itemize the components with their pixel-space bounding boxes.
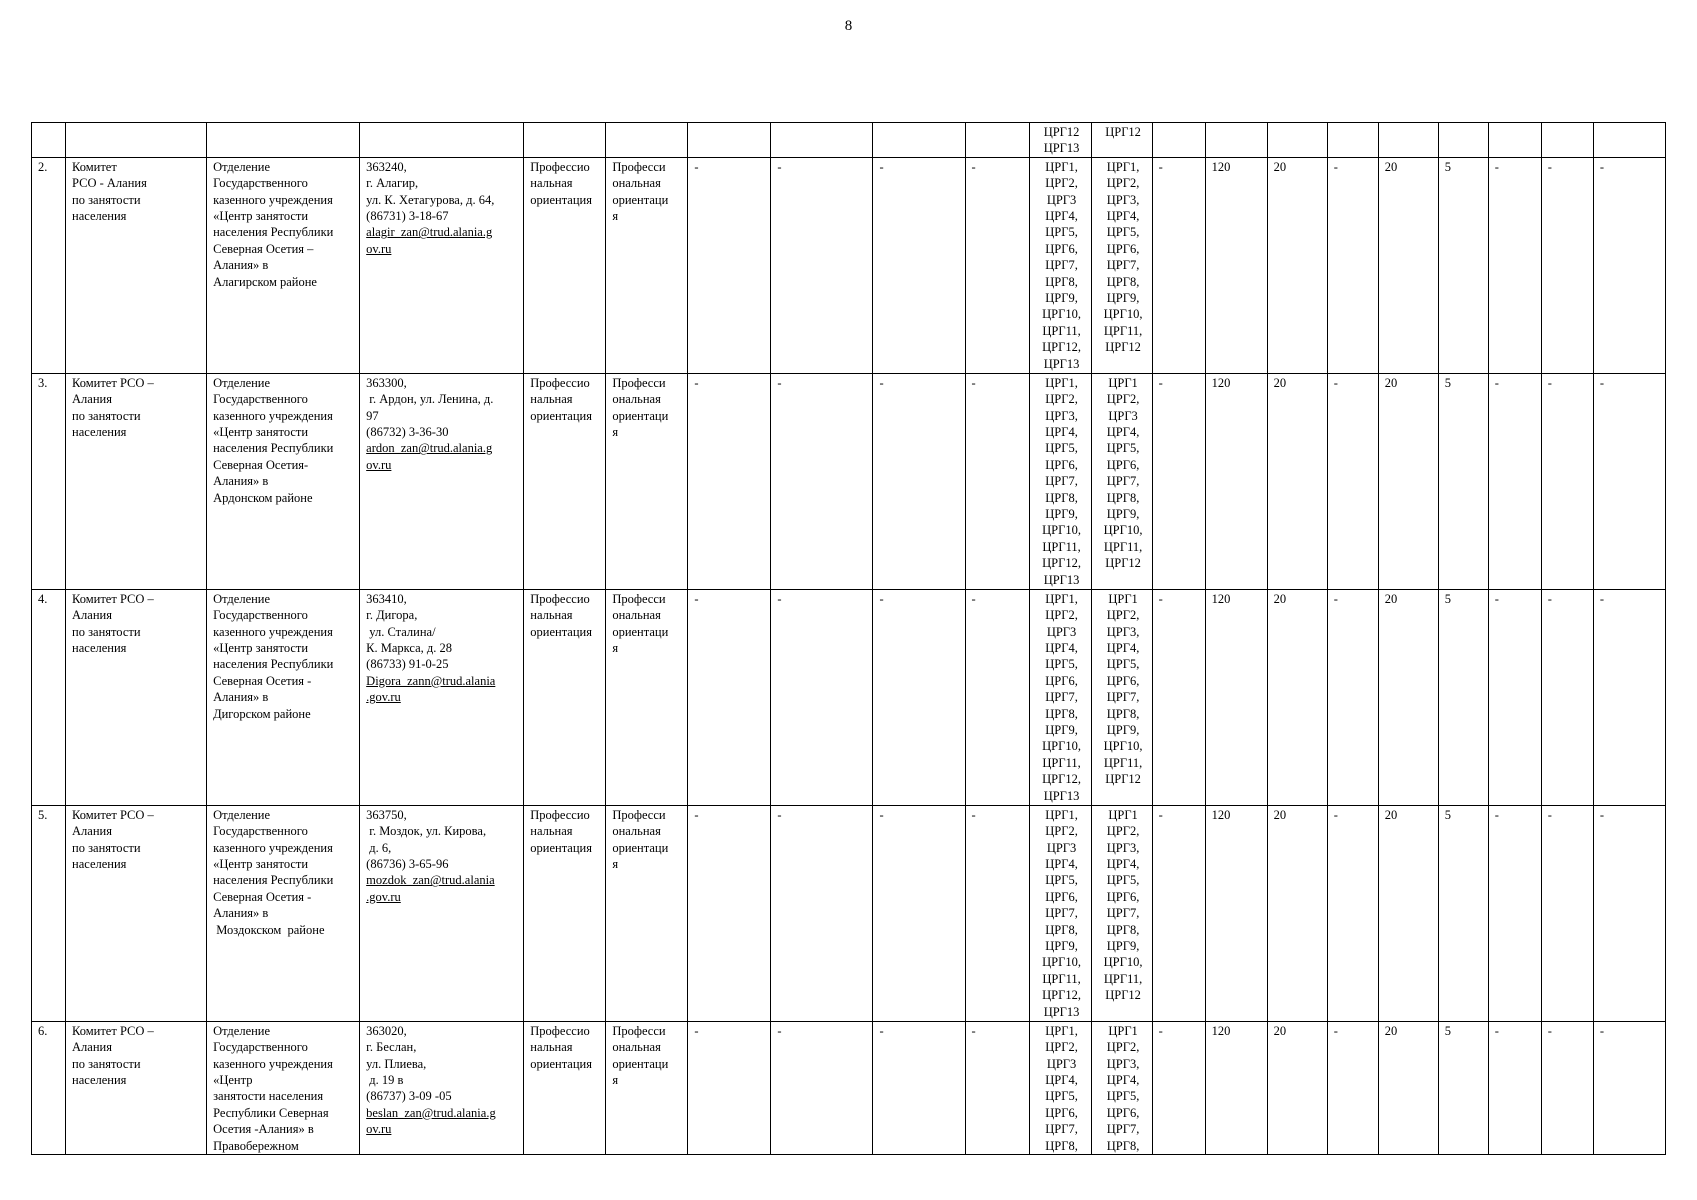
value-d4: - xyxy=(965,589,1029,805)
value-d4: - xyxy=(965,157,1029,373)
crg-list-a: ЦРГ12 ЦРГ13 xyxy=(1029,123,1091,158)
value-d3: - xyxy=(873,1021,965,1154)
value-v1: - xyxy=(1152,805,1205,1021)
value-v7: - xyxy=(1488,157,1541,373)
value-v4: - xyxy=(1327,373,1378,589)
crg-list-b: ЦРГ1 ЦРГ2, ЦРГ3 ЦРГ4, ЦРГ5, ЦРГ6, ЦРГ7, ЦРГ8, ЦРГ9, ЦРГ10, ЦРГ11, ЦРГ12 xyxy=(1091,373,1152,589)
crg-list-a: ЦРГ1, ЦРГ2, ЦРГ3 ЦРГ4, ЦРГ5, ЦРГ6, ЦРГ7, ЦРГ8, ЦРГ9, ЦРГ10, ЦРГ11, ЦРГ12, ЦРГ13 xyxy=(1029,805,1091,1021)
value-v2: 120 xyxy=(1205,157,1267,373)
value-v9: - xyxy=(1593,373,1665,589)
table-row xyxy=(32,373,1666,589)
value-v6: 5 xyxy=(1438,373,1488,589)
email-link[interactable]: mozdok_zan@trud.alania xyxy=(366,873,495,888)
service-form: Професси ональная ориентаци я xyxy=(606,805,688,1021)
email-link[interactable]: ov.ru xyxy=(366,457,392,472)
value-v6: 5 xyxy=(1438,805,1488,1021)
value-v2: 120 xyxy=(1205,589,1267,805)
value-v8: - xyxy=(1541,157,1593,373)
value-d4: - xyxy=(965,805,1029,1021)
value-v5: 20 xyxy=(1378,157,1438,373)
value-v9: - xyxy=(1593,589,1665,805)
value-v8: - xyxy=(1541,589,1593,805)
crg-list-a: ЦРГ1, ЦРГ2, ЦРГ3, ЦРГ4, ЦРГ5, ЦРГ6, ЦРГ7, ЦРГ8, ЦРГ9, ЦРГ10, ЦРГ11, ЦРГ12, ЦРГ13 xyxy=(1029,373,1091,589)
value-d2: - xyxy=(771,589,873,805)
value-d2: - xyxy=(771,373,873,589)
committee-name: Комитет РСО – Алания по занятости населения xyxy=(66,589,207,805)
service-type: Профессио нальная ориентация xyxy=(524,373,606,589)
value-v5: 20 xyxy=(1378,373,1438,589)
value-d2: - xyxy=(771,157,873,373)
value-v6: 5 xyxy=(1438,589,1488,805)
value-v4: - xyxy=(1327,1021,1378,1154)
organizations-table xyxy=(31,122,1666,1155)
row-number: 5. xyxy=(32,805,66,1021)
value-v1: - xyxy=(1152,1021,1205,1154)
value-d1: - xyxy=(688,589,771,805)
value-d1: - xyxy=(688,1021,771,1154)
value-d4: - xyxy=(965,373,1029,589)
crg-list-b: ЦРГ1 ЦРГ2, ЦРГ3, ЦРГ4, ЦРГ5, ЦРГ6, ЦРГ7, ЦРГ8, xyxy=(1091,1021,1152,1154)
department-name: Отделение Государственного казенного учреждения «Центр занятости населения Республики Северная Осетия - Алания» в Моздокском районе xyxy=(207,805,360,1021)
value-v4: - xyxy=(1327,589,1378,805)
value-v2: 120 xyxy=(1205,805,1267,1021)
service-type: Профессио нальная ориентация xyxy=(524,589,606,805)
value-v9: - xyxy=(1593,805,1665,1021)
value-d2: - xyxy=(771,1021,873,1154)
page-number: 8 xyxy=(844,18,853,34)
table-row xyxy=(32,157,1666,373)
value-v9: - xyxy=(1593,1021,1665,1154)
address: 363300, г. Ардон, ул. Ленина, д. 97 (86732) 3-36-30 ardon_zan@trud.alania.g ov.ru xyxy=(360,373,524,589)
value-v7: - xyxy=(1488,589,1541,805)
value-v8: - xyxy=(1541,1021,1593,1154)
value-d4: - xyxy=(965,1021,1029,1154)
value-v3: 20 xyxy=(1267,1021,1327,1154)
department-name: Отделение Государственного казенного учреждения «Центр занятости населения Республики Северная Осетия- Алания» в Ардонском районе xyxy=(207,373,360,589)
value-v4: - xyxy=(1327,157,1378,373)
value-d2: - xyxy=(771,805,873,1021)
value-v8: - xyxy=(1541,805,1593,1021)
department-name: Отделение Государственного казенного учреждения «Центр занятости населения Республики Северная Осетия -Алания» в Правобережном xyxy=(207,1021,360,1154)
email-link[interactable]: Digora_zann@trud.alania xyxy=(366,673,496,688)
email-link[interactable]: ov.ru xyxy=(366,1122,392,1137)
email-link[interactable]: .gov.ru xyxy=(366,889,401,904)
row-number: 4. xyxy=(32,589,66,805)
address: 363410, г. Дигора, ул. Сталина/ К. Маркса, д. 28 (86733) 91-0-25 Digora_zann@trud.alania .gov.ru xyxy=(360,589,524,805)
service-form: Професси ональная ориентаци я xyxy=(606,157,688,373)
value-v5: 20 xyxy=(1378,1021,1438,1154)
service-type: Профессио нальная ориентация xyxy=(524,805,606,1021)
table-row xyxy=(32,589,1666,805)
email-link[interactable]: ardon_zan@trud.alania.g xyxy=(366,441,493,456)
value-v2: 120 xyxy=(1205,373,1267,589)
value-d1: - xyxy=(688,157,771,373)
row-number: 2. xyxy=(32,157,66,373)
value-v5: 20 xyxy=(1378,805,1438,1021)
row-number: 6. xyxy=(32,1021,66,1154)
value-v1: - xyxy=(1152,373,1205,589)
service-form: Професси ональная ориентаци я xyxy=(606,373,688,589)
crg-list-a: ЦРГ1, ЦРГ2, ЦРГ3 ЦРГ4, ЦРГ5, ЦРГ6, ЦРГ7, ЦРГ8, ЦРГ9, ЦРГ10, ЦРГ11, ЦРГ12, ЦРГ13 xyxy=(1029,589,1091,805)
committee-name: Комитет РСО – Алания по занятости населения xyxy=(66,373,207,589)
committee-name: Комитет РСО – Алания по занятости населения xyxy=(66,1021,207,1154)
service-type: Профессио нальная ориентация xyxy=(524,157,606,373)
value-d3: - xyxy=(873,157,965,373)
address: 363750, г. Моздок, ул. Кирова, д. 6, (86736) 3-65-96 mozdok_zan@trud.alania .gov.ru xyxy=(360,805,524,1021)
continuation-row xyxy=(32,123,1666,158)
value-v3: 20 xyxy=(1267,373,1327,589)
value-v7: - xyxy=(1488,373,1541,589)
address: 363020, г. Беслан, ул. Плиева, д. 19 в (86737) 3-09 -05 beslan_zan@trud.alania.g ov.ru xyxy=(360,1021,524,1154)
value-d3: - xyxy=(873,589,965,805)
email-link[interactable]: beslan_zan@trud.alania.g xyxy=(366,1105,496,1120)
value-v8: - xyxy=(1541,373,1593,589)
value-v1: - xyxy=(1152,589,1205,805)
email-link[interactable]: ov.ru xyxy=(366,241,392,256)
table-row xyxy=(32,805,1666,1021)
department-name: Отделение Государственного казенного учреждения «Центр занятости населения Республики Северная Осетия – Алания» в Алагирском районе xyxy=(207,157,360,373)
value-v7: - xyxy=(1488,805,1541,1021)
service-form: Професси ональная ориентаци я xyxy=(606,1021,688,1154)
value-v9: - xyxy=(1593,157,1665,373)
value-v7: - xyxy=(1488,1021,1541,1154)
crg-list-b: ЦРГ1 ЦРГ2, ЦРГ3, ЦРГ4, ЦРГ5, ЦРГ6, ЦРГ7, ЦРГ8, ЦРГ9, ЦРГ10, ЦРГ11, ЦРГ12 xyxy=(1091,589,1152,805)
value-v5: 20 xyxy=(1378,589,1438,805)
row-number: 3. xyxy=(32,373,66,589)
value-d3: - xyxy=(873,805,965,1021)
table-row xyxy=(32,1021,1666,1154)
service-form: Професси ональная ориентаци я xyxy=(606,589,688,805)
value-v1: - xyxy=(1152,157,1205,373)
crg-list-a: ЦРГ1, ЦРГ2, ЦРГ3 ЦРГ4, ЦРГ5, ЦРГ6, ЦРГ7, ЦРГ8, xyxy=(1029,1021,1091,1154)
department-name: Отделение Государственного казенного учреждения «Центр занятости населения Республики Северная Осетия - Алания» в Дигорском районе xyxy=(207,589,360,805)
crg-list-b: ЦРГ1 ЦРГ2, ЦРГ3, ЦРГ4, ЦРГ5, ЦРГ6, ЦРГ7, ЦРГ8, ЦРГ9, ЦРГ10, ЦРГ11, ЦРГ12 xyxy=(1091,805,1152,1021)
email-link[interactable]: alagir_zan@trud.alania.g xyxy=(366,225,493,240)
value-d1: - xyxy=(688,373,771,589)
address: 363240, г. Алагир, ул. К. Хетагурова, д. 64, (86731) 3-18-67 alagir_zan@trud.alania.g ov.ru xyxy=(360,157,524,373)
value-v3: 20 xyxy=(1267,805,1327,1021)
value-v3: 20 xyxy=(1267,589,1327,805)
value-v6: 5 xyxy=(1438,1021,1488,1154)
service-type: Профессио нальная ориентация xyxy=(524,1021,606,1154)
value-d3: - xyxy=(873,373,965,589)
value-v3: 20 xyxy=(1267,157,1327,373)
crg-list-a: ЦРГ1, ЦРГ2, ЦРГ3 ЦРГ4, ЦРГ5, ЦРГ6, ЦРГ7, ЦРГ8, ЦРГ9, ЦРГ10, ЦРГ11, ЦРГ12, ЦРГ13 xyxy=(1029,157,1091,373)
value-d1: - xyxy=(688,805,771,1021)
value-v6: 5 xyxy=(1438,157,1488,373)
value-v2: 120 xyxy=(1205,1021,1267,1154)
crg-list-b: ЦРГ1, ЦРГ2, ЦРГ3, ЦРГ4, ЦРГ5, ЦРГ6, ЦРГ7, ЦРГ8, ЦРГ9, ЦРГ10, ЦРГ11, ЦРГ12 xyxy=(1091,157,1152,373)
crg-list-b: ЦРГ12 xyxy=(1091,123,1152,158)
committee-name: Комитет РСО – Алания по занятости населения xyxy=(66,805,207,1021)
committee-name: Комитет РСО - Алания по занятости населения xyxy=(66,157,207,373)
value-v4: - xyxy=(1327,805,1378,1021)
email-link[interactable]: .gov.ru xyxy=(366,690,401,705)
